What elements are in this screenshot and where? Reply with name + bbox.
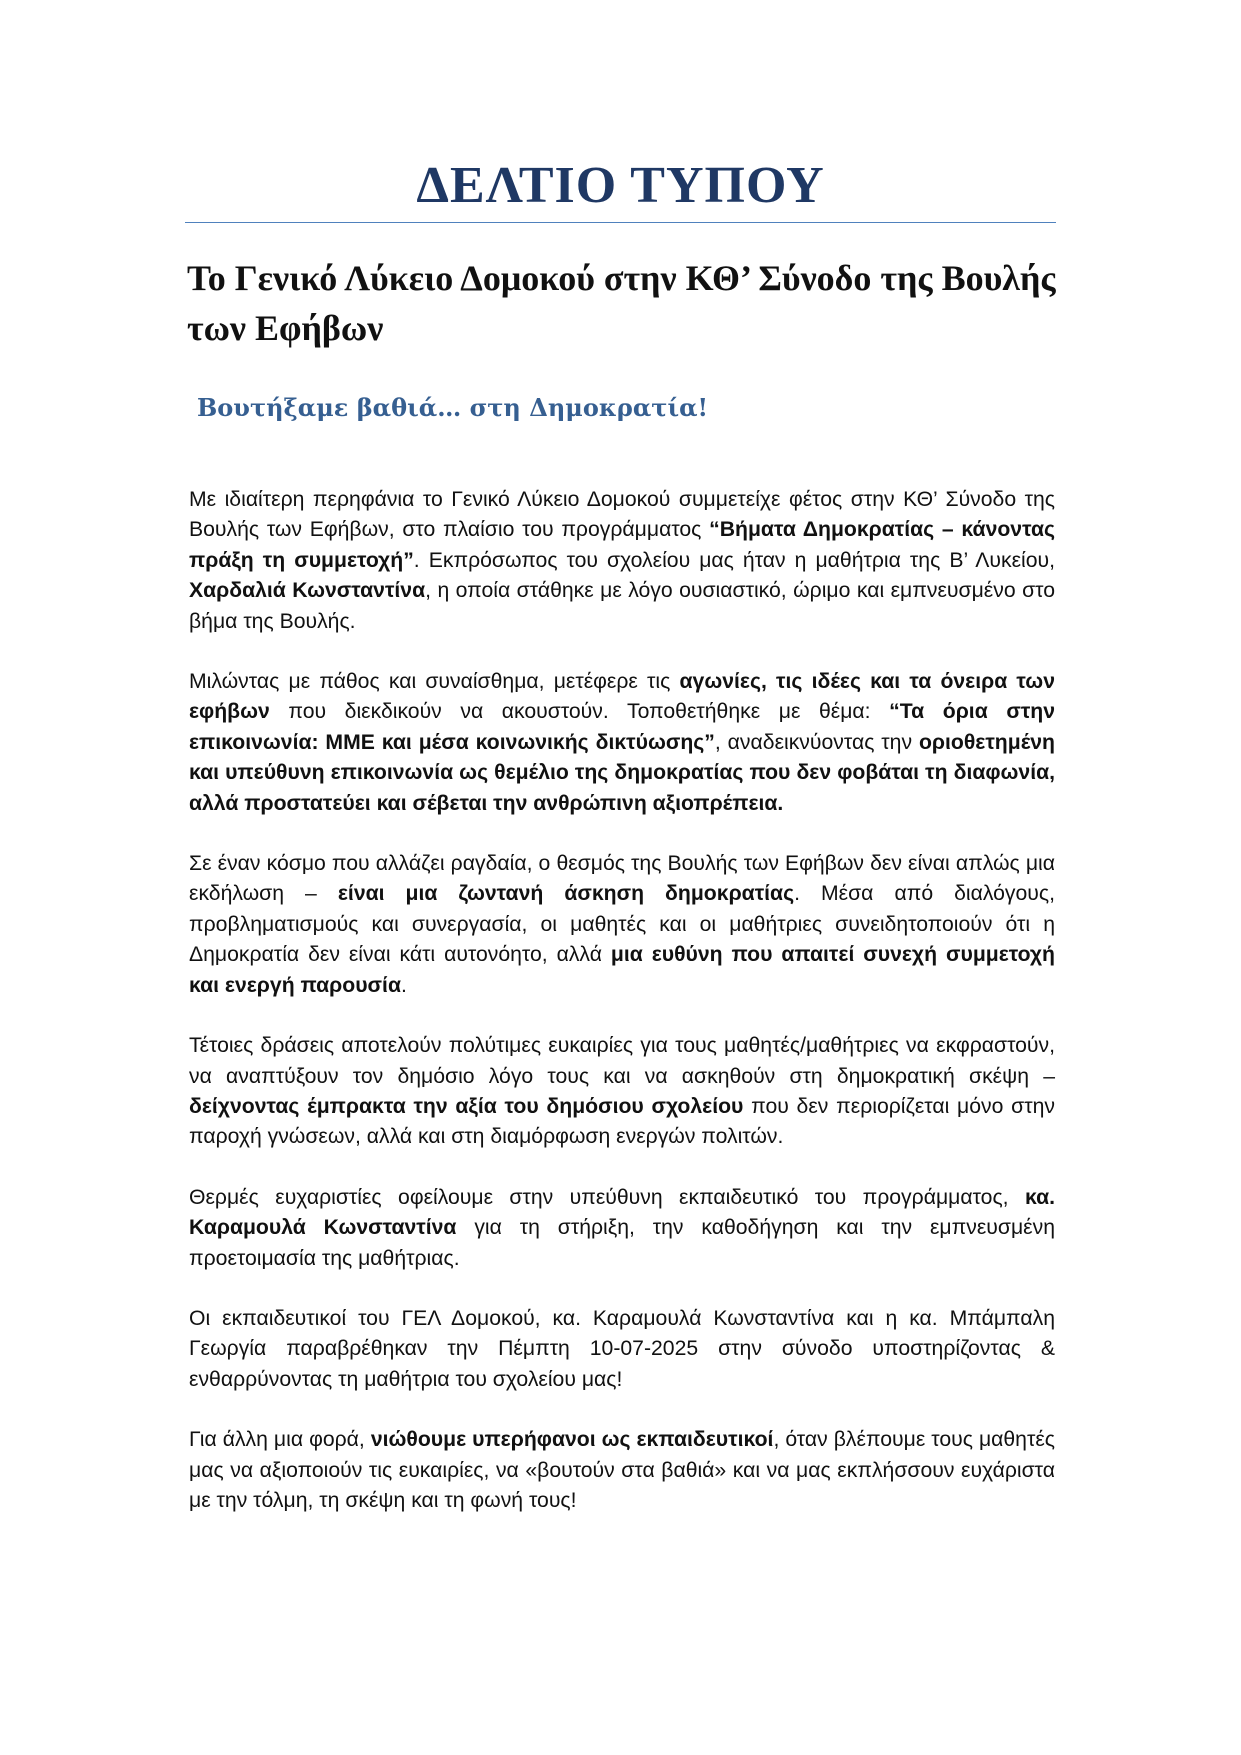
body-paragraph [189, 849, 1055, 1001]
article-body [189, 485, 1055, 1546]
text-run: που δεν περιορίζεται μόνο στην παροχή γνώσεων, αλλά και στη διαμόρφωση ενεργών πολιτών. [189, 1094, 1055, 1149]
bold-text-run: οριοθετημένη και υπεύθυνη επικοινωνία ως θεμέλιο της δημοκρατίας που δεν φοβάται τη διαφωνία, αλλά προστατεύει και σέβεται την ανθρώπινη αξιοπρέπεια. [189, 730, 1055, 815]
press-release-title: ΔΕΛΤΙΟ ΤΥΠΟΥ [416, 157, 825, 214]
text-run: , αναδεικνύοντας την [714, 730, 919, 754]
bold-text-run: μια ευθύνη που απαιτεί συνεχή συμμετοχή και ενεργή παρουσία [189, 943, 1055, 997]
text-run: Τέτοιες δράσεις αποτελούν πολύτιμες ευκαιρίες για τους μαθητές/μαθήτριες να εκφραστούν, να αναπτύξουν τον δημόσιο λόγο τους και να ασκηθούν στη δημοκρατική σκέψη – [189, 1034, 1055, 1088]
bold-text-run: αγωνίες, τις ιδέες και τα όνειρα των εφήβων [189, 670, 1055, 724]
article-subheadline: Βουτήξαμε βαθιά… στη Δημοκρατία! [197, 393, 709, 422]
bold-text-run: “Βήματα Δημοκρατίας – κάνοντας πράξη τη συμμετοχή” [189, 518, 1055, 572]
body-paragraph [189, 1425, 1055, 1516]
text-run: Μιλώντας με πάθος και συναίσθημα, μετέφερε τις [189, 670, 680, 694]
bold-text-run: κα. Καραμουλά Κωνσταντίνα [189, 1185, 1055, 1240]
text-run: Οι εκπαιδευτικοί του ΓΕΛ Δομοκού, κα. Καραμουλά Κωνσταντίνα και η κα. Μπάμπαλη Γεωργία παραβρέθηκαν την Πέμπτη 10-07-2025 στην σύνοδο υποστηρίζοντας & ενθαρρύνοντας τη μαθήτρια του σχολείου μας! [189, 1306, 1055, 1391]
title-divider [185, 222, 1056, 223]
text-run: Σε έναν κόσμο που αλλάζει ραγδαία, ο θεσμός της Βουλής των Εφήβων δεν είναι απλώς μια εκδήλωση – [189, 852, 1055, 906]
text-run: που διεκδικούν να ακουστούν. Τοποθετήθηκε με θέμα: [269, 700, 890, 724]
body-paragraph [189, 1031, 1055, 1153]
text-run: , η οποία στάθηκε με λόγο ουσιαστικό, ώριμο και εμπνευσμένο στο βήμα της Βουλής. [189, 579, 1055, 633]
body-paragraph [189, 1304, 1055, 1395]
text-run: Για άλλη μια φορά, [189, 1428, 371, 1452]
text-run: . Εκπρόσωπος του σχολείου μας ήταν η μαθήτρια της Β’ Λυκείου, [413, 548, 1055, 572]
bold-text-run: “Τα όρια στην επικοινωνία: ΜΜΕ και μέσα κοινωνικής δικτύωσης” [189, 700, 1055, 754]
body-paragraph [189, 485, 1055, 637]
article-headline: Το Γενικό Λύκειο Δομοκού στην ΚΘ’ Σύνοδο της Βουλής των Εφήβων [187, 258, 1056, 348]
body-paragraph [189, 667, 1055, 819]
text-run: Με ιδιαίτερη περηφάνια το Γενικό Λύκειο Δομοκού συμμετείχε φέτος στην ΚΘ’ Σύνοδο της Βουλής των Εφήβων, στο πλαίσιο του προγράμματος [189, 488, 1055, 542]
text-run: . Μέσα από διαλόγους, προβληματισμούς και συνεργασία, οι μαθητές και οι μαθήτριες συνειδητοποιούν ότι η Δημοκρατία δεν είναι κάτι αυτονόητο, αλλά [189, 882, 1055, 967]
text-run: για τη στήριξη, την καθοδήγηση και την εμπνευσμένη προετοιμασία της μαθήτριας. [189, 1216, 1055, 1270]
bold-text-run: νιώθουμε υπερήφανοι ως εκπαιδευτικοί [370, 1428, 774, 1452]
text-run: , όταν βλέπουμε τους μαθητές μας να αξιοποιούν τις ευκαιρίες, να «βουτούν στα βαθιά» και να μας εκπλήσσουν ευχάριστα με την τόλμη, τη σκέψη και τη φωνή τους! [189, 1428, 1055, 1512]
bold-text-run: δείχνοντας έμπρακτα την αξία του δημόσιου σχολείου [189, 1094, 744, 1118]
text-run: Θερμές ευχαριστίες οφείλουμε στην υπεύθυνη εκπαιδευτικό του προγράμματος, [189, 1185, 1025, 1209]
bold-text-run: είναι μια ζωντανή άσκηση δημοκρατίας [337, 882, 795, 906]
text-run: . [400, 973, 407, 997]
body-paragraph [189, 1183, 1055, 1274]
bold-text-run: Χαρδαλιά Κωνσταντίνα [189, 579, 426, 603]
